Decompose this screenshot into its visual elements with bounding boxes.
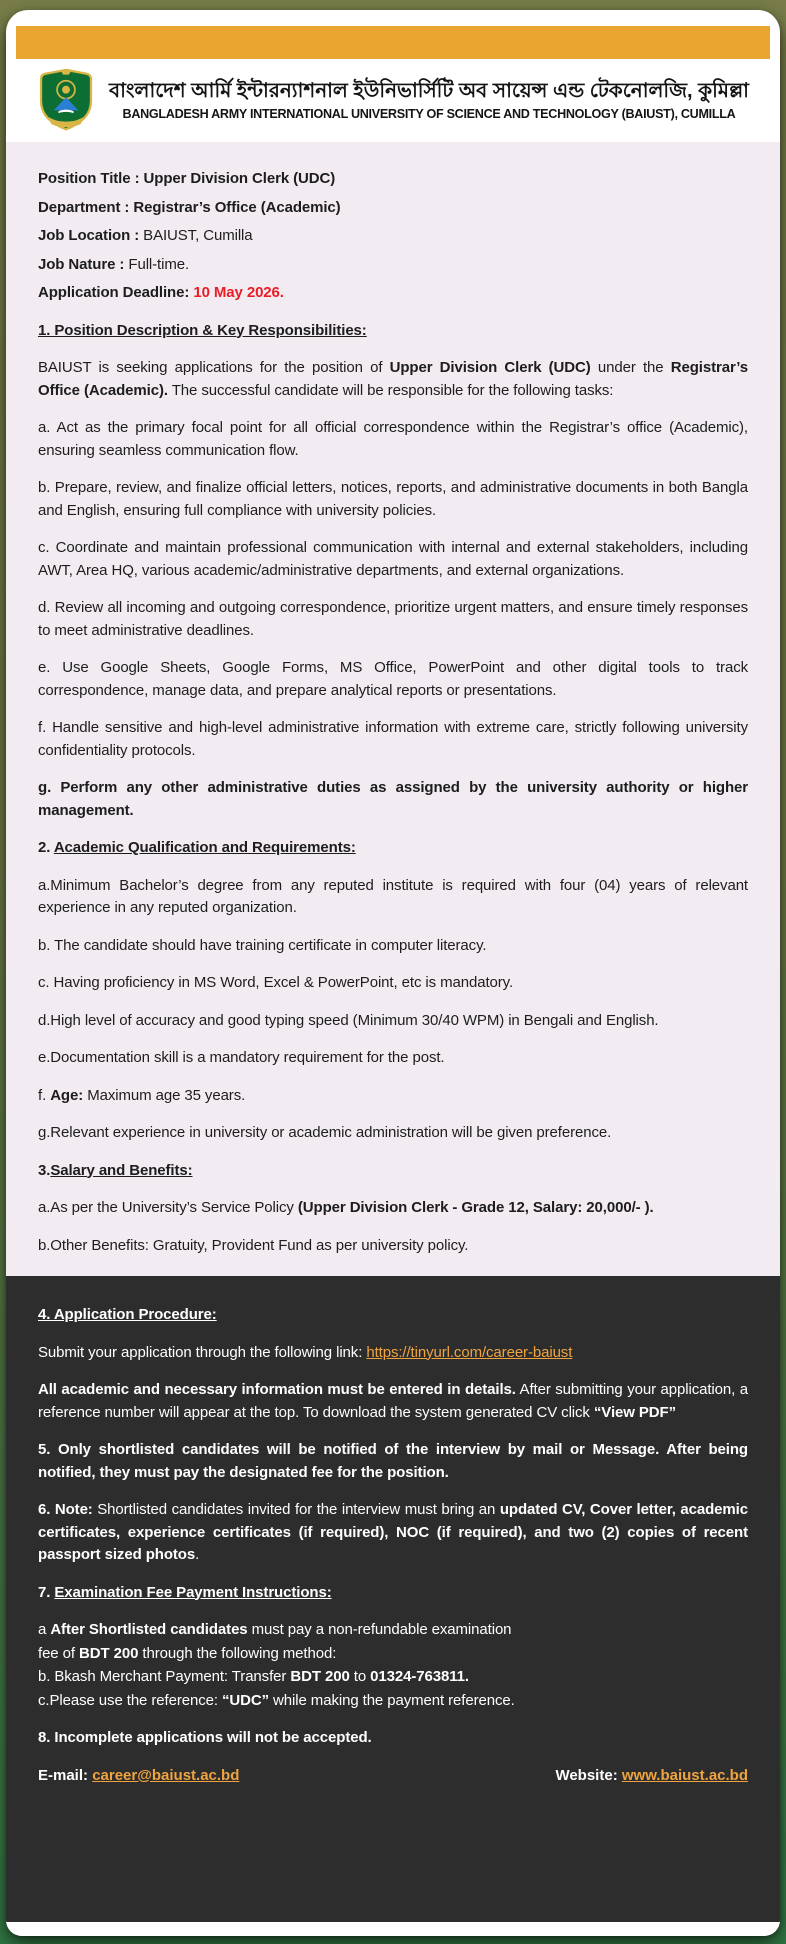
text-segment: After submitting your application, a reference number will appear at the top. To download the system generated CV click (38, 1381, 748, 1421)
website-label: Website: (555, 1766, 618, 1784)
text-segment: 1. Position Description & Key Responsibilities: (38, 321, 367, 339)
text-segment: b.Other Benefits: Gratuity, Provident Fund as per university policy. (38, 1236, 469, 1254)
text-segment: through the following method: (138, 1644, 337, 1662)
text-segment: 6. Note: (38, 1501, 93, 1518)
text-segment: d. Review all incoming and outgoing correspondence, prioritize urgent matters, and ensure timely responses to meet administrative deadlines. (38, 599, 748, 639)
text-segment: updated CV, Cover letter, academic certificates, experience certificates (if required), NOC (if required), and two (2) copies of recent passport sized photos (38, 1501, 748, 1563)
paragraph (38, 1643, 748, 1666)
text-segment: while making the payment reference. (268, 1691, 515, 1709)
text-segment: must pay a non-refundable examination (247, 1621, 512, 1638)
info-line (38, 225, 748, 248)
paragraph (38, 1342, 748, 1365)
info-line (38, 282, 748, 305)
paragraph (38, 1010, 748, 1033)
text-segment: Shortlisted candidates invited for the interview must bring an (92, 1501, 500, 1518)
text-segment: Application Deadline: (38, 284, 194, 301)
text-segment: Full-time. (128, 255, 190, 273)
text-segment: to (349, 1668, 371, 1685)
paragraph (38, 1619, 748, 1642)
paragraph (38, 935, 748, 958)
section-heading (38, 1160, 748, 1183)
paragraph (38, 1666, 748, 1689)
text-segment: Academic Qualification and Requirements: (53, 839, 356, 856)
text-segment: Department : (38, 198, 134, 216)
text-segment: Salary and Benefits: (50, 1161, 193, 1179)
text-segment: e. Use Google Sheets, Google Forms, MS Office, PowerPoint and other digital tools to track correspondence, manage data, and prepare analytical reports or presentations. (38, 659, 748, 699)
paragraph (38, 657, 748, 702)
paragraph (38, 1235, 748, 1258)
text-segment: After Shortlisted candidates (50, 1621, 248, 1638)
section-heading (38, 837, 748, 860)
job-details-section (6, 142, 780, 1276)
website-link[interactable]: www.baiust.ac.bd (621, 1766, 748, 1784)
section-heading (38, 1582, 748, 1605)
university-header (6, 59, 780, 142)
text-segment: Upper Division Clerk (UDC) (389, 359, 591, 376)
text-segment: (Upper Division Clerk - Grade 12, Salary: 20,000/- ). (297, 1199, 654, 1216)
text-segment: fee of (38, 1644, 79, 1662)
text-segment: Age: (50, 1086, 84, 1104)
paragraph (38, 1047, 748, 1070)
email-line (38, 1765, 239, 1788)
text-segment: “View PDF” (593, 1403, 676, 1421)
text-segment: 01324-763811. (370, 1668, 469, 1685)
paragraph (38, 357, 748, 402)
paragraph (38, 597, 748, 642)
text-segment: Job Nature : (38, 255, 129, 273)
text-segment: BAIUST is seeking applications for the position of (38, 359, 390, 376)
text-segment: The successful candidate will be responsible for the following tasks: (167, 381, 614, 399)
text-segment: BDT 200 (290, 1668, 350, 1685)
paragraph (38, 1197, 748, 1220)
application-procedure-section (6, 1276, 780, 1922)
paragraph (38, 875, 748, 920)
text-segment: “UDC” (221, 1691, 269, 1709)
accent-bar (16, 26, 770, 59)
text-segment: 8. Incomplete applications will not be accepted. (38, 1729, 372, 1746)
section-heading (38, 1304, 748, 1327)
text-segment: Position Title : (38, 170, 144, 187)
website-line (555, 1765, 748, 1788)
text-segment: Job Location : (38, 227, 144, 244)
text-segment: g. Perform any other administrative duties as assigned by the university authority or higher management. (38, 779, 748, 819)
paragraph (38, 1379, 748, 1424)
paragraph (38, 1727, 748, 1750)
text-segment: Upper Division Clerk (UDC) (143, 170, 336, 187)
paragraph (38, 1439, 748, 1484)
text-segment: b. Prepare, review, and finalize official letters, notices, reports, and administrative documents in both Bangla and English, ensuring full compliance with university policies. (38, 479, 748, 519)
job-circular-card (6, 10, 780, 1936)
paragraph (38, 1499, 748, 1567)
email-link[interactable]: career@baiust.ac.bd (92, 1766, 240, 1784)
job-description-block (38, 320, 748, 1258)
email-label: E-mail: (38, 1766, 89, 1784)
university-name-bangla: বাংলাদেশ আর্মি ইন্টারন্যাশনাল ইউনিভার্সিটি অব সায়েন্স এন্ড টেকনোলজি, কুমিল্লা (109, 80, 749, 103)
university-name-english: BANGLADESH ARMY INTERNATIONAL UNIVERSITY OF SCIENCE AND TECHNOLOGY (BAIUST), CUMILLA (122, 107, 736, 122)
application-blocks (38, 1304, 748, 1750)
text-segment: d.High level of accuracy and good typing speed (Minimum 30/40 WPM) in Bengali and English. (38, 1011, 659, 1029)
text-segment: e.Documentation skill is a mandatory requirement for the post. (38, 1049, 445, 1066)
university-title-block (109, 79, 749, 122)
contact-footer (38, 1765, 748, 1788)
text-segment: BAIUST, Cumilla (143, 227, 253, 244)
paragraph (38, 777, 748, 822)
text-segment: a. Act as the primary focal point for all official correspondence within the Registrar’s office (Academic), ensuring seamless communication flow. (38, 419, 748, 459)
text-segment: a (38, 1621, 51, 1638)
paragraph (38, 1085, 748, 1108)
text-segment: 10 May 2026. (193, 284, 284, 301)
info-line (38, 197, 748, 220)
paragraph (38, 1122, 748, 1145)
text-segment: a.As per the University’s Service Policy (38, 1199, 298, 1216)
text-segment: 3. (38, 1161, 51, 1179)
text-segment: Maximum age 35 years. (83, 1086, 246, 1104)
text-segment: 4. Application Procedure: (38, 1306, 217, 1323)
text-segment: All academic and necessary information must be entered in details. (38, 1381, 516, 1398)
text-segment: g.Relevant experience in university or academic administration will be given preference. (38, 1124, 612, 1141)
paragraph (38, 1690, 748, 1713)
section-heading (38, 320, 748, 343)
paragraph (38, 537, 748, 582)
text-segment: c. Having proficiency in MS Word, Excel & PowerPoint, etc is mandatory. (38, 974, 514, 991)
text-segment: Submit your application through the following link: (38, 1343, 367, 1361)
text-segment: f. Handle sensitive and high-level administrative information with extreme care, strictly following university confidentiality protocols. (38, 719, 748, 759)
text-segment: Registrar’s Office (Academic) (133, 198, 341, 216)
info-line (38, 254, 748, 277)
text-segment: 5. Only shortlisted candidates will be notified of the interview by mail or Message. After being notified, they must pay the designated fee for the position. (38, 1441, 748, 1481)
paragraph (38, 477, 748, 522)
text-segment: Examination Fee Payment Instructions: (54, 1583, 332, 1601)
text-segment: f. (38, 1086, 51, 1104)
paragraph (38, 972, 748, 995)
text-segment: a.Minimum Bachelor’s degree from any reputed institute is required with four (04) years of relevant experience in any reputed organization. (38, 876, 748, 916)
university-logo (37, 68, 95, 134)
text-segment: . (195, 1546, 200, 1563)
paragraph (38, 417, 748, 462)
job-summary-block (38, 168, 748, 305)
text-segment: c.Please use the reference: (38, 1691, 222, 1709)
paragraph (38, 717, 748, 762)
bottom-strip (6, 1922, 780, 1936)
text-segment: 7. (38, 1583, 55, 1601)
text-segment: c. Coordinate and maintain professional communication with internal and external stakeholders, including AWT, Area HQ, various academic/administrative departments, and external organizations. (38, 539, 748, 579)
text-segment: BDT 200 (79, 1644, 139, 1662)
text-segment: b. The candidate should have training certificate in computer literacy. (38, 936, 487, 954)
link[interactable]: https://tinyurl.com/career-baiust (366, 1343, 573, 1361)
text-segment: under the (590, 359, 671, 376)
text-segment: b. Bkash Merchant Payment: Transfer (38, 1668, 291, 1685)
text-segment: 2. (38, 839, 54, 856)
info-line (38, 168, 748, 191)
text-segment: Registrar’s Office (Academic). (38, 359, 748, 399)
